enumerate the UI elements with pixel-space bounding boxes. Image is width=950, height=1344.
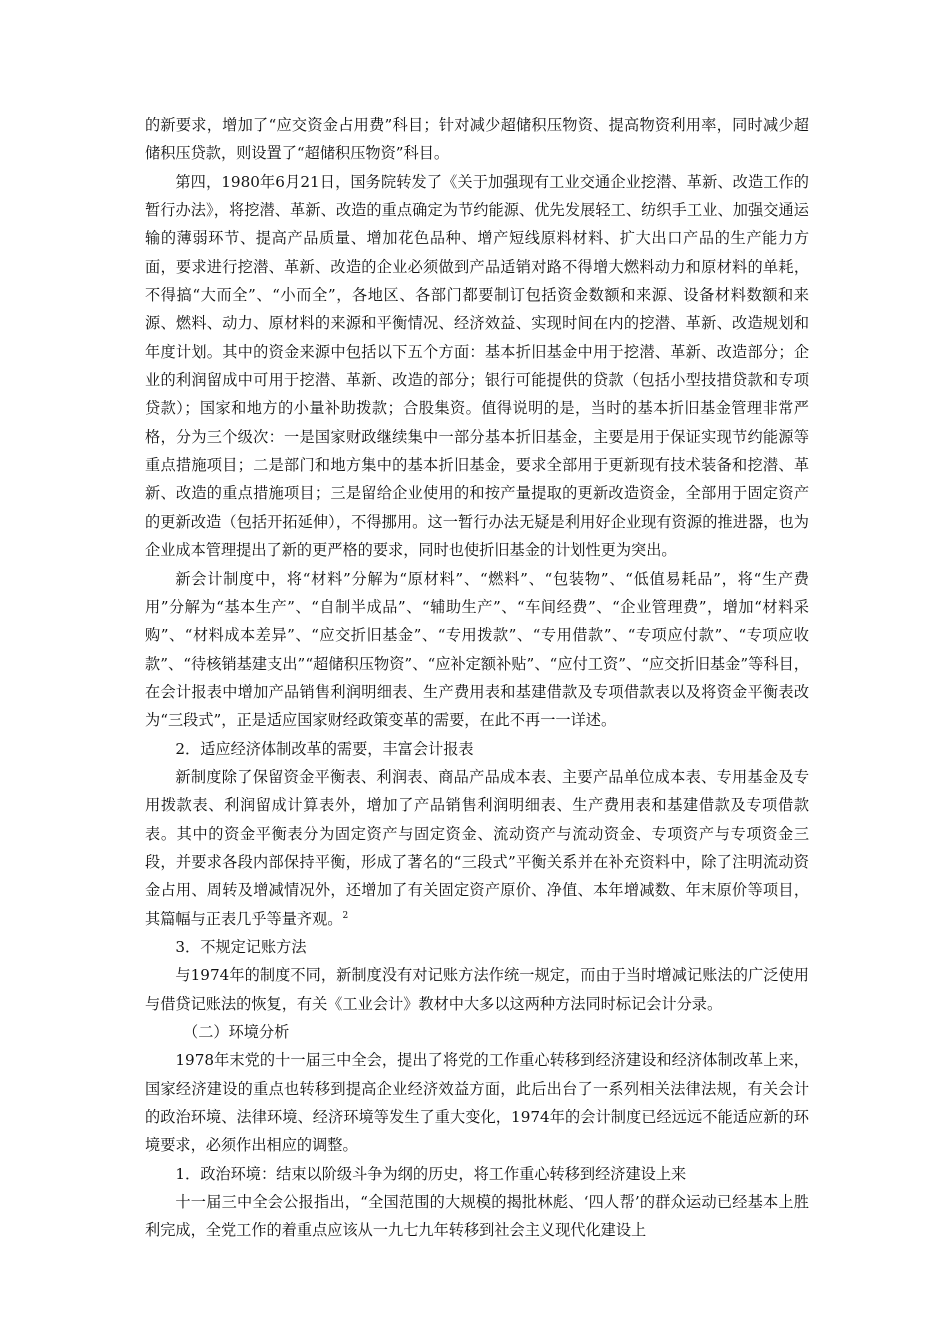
section-heading-political [145, 1160, 809, 1188]
paragraph-communique [145, 1188, 809, 1245]
paragraph-text: 的新要求，增加了“应交资金占用费”科目；针对减少超储积压物资、提高物资利用率，同时减少超储积压贷款，则设置了“超储积压物资”科目。 [145, 116, 809, 163]
heading-text: （二）环境分析 [183, 1023, 290, 1041]
paragraph-environment [145, 1046, 809, 1159]
section-heading-reports [145, 735, 809, 763]
paragraph-text: 新制度除了保留资金平衡表、利润表、商品产品成本表、主要产品单位成本表、专用基金及专用拨款表、利润留成计算表外，增加了产品销售利润明细表、生产费用表和基建借款及专项借款表。其中的资金平衡表分为固定资产与固定资金、流动资产与流动资金、专项资产与专项资金三段，并要求各段内部保持平衡，形成了著名的“三段式”平衡关系并在补充资料中，除了注明流动资金占用、周转及增减情况外，还增加了有关固定资产原价、净值、本年增减数、年末原价等项目，其篇幅与正表几乎等量齐观。 [145, 767, 809, 928]
section-heading-bookkeeping [145, 933, 809, 961]
footnote-marker: 2 [342, 910, 349, 921]
paragraph-text: 第四，1980年6月21日，国务院转发了《关于加强现有工业交通企业挖潜、革新、改造工作的暂行办法》，将挖潜、革新、改造的重点确定为节约能源、优先发展轻工、纺织手工业、加强交通运输的薄弱环节、提高产品质量、增加花色品种、增产短线原料材料、扩大出口产品的生产能力方面，要求进行挖潜、革新、改造的企业必须做到产品适销对路不得增大燃料动力和原材料的单耗，不得搞“大而全”、“小而全”，各地区、各部门都要制订包括资金数额和来源、设备材料数额和来源、燃料、动力、原材料的来源和平衡情况、经济效益、实现时间在内的挖潜、革新、改造规划和年度计划。其中的资金来源中包括以下五个方面：基本折旧基金中用于挖潜、革新、改造部分；企业的利润留成中可用于挖潜、革新、改造的部分；银行可能提供的贷款（包括小型技措贷款和专项贷款）；国家和地方的小量补助拨款；合股集资。值得说明的是，当时的基本折旧基金管理非常严格，分为三个级次：一是国家财政继续集中一部分基本折旧基金，主要是用于保证实现节约能源等重点措施项目；二是部门和地方集中的基本折旧基金，要求全部用于更新现有技术装备和挖潜、革新、改造的重点措施项目；三是留给企业使用的和按产量提取的更新改造资金，全部用于固定资产的更新改造（包括开拓延伸），不得挪用。这一暂行办法无疑是利用好企业现有资源的推进器，也为企业成本管理提出了新的更严格的要求，同时也使折旧基金的计划性更为突出。 [145, 172, 809, 560]
heading-text: 3．不规定记账方法 [175, 937, 307, 956]
paragraph-text: 十一届三中全会公报指出，“全国范围的大规模的揭批林彪、‘四人帮’的群众运动已经基本上胜利完成，全党工作的着重点应该从一九七九年转移到社会主义现代化建设上 [145, 1193, 809, 1240]
paragraph-continuation [145, 111, 809, 168]
paragraph-fourth-point [145, 168, 809, 565]
heading-text: 1．政治环境：结束以阶级斗争为纲的历史，将工作重心转移到经济建设上来 [175, 1164, 687, 1183]
paragraph-text: 新会计制度中，将“材料”分解为“原材料”、“燃料”、“包装物”、“低值易耗品”，将“生产费用”分解为“基本生产”、“自制半成品”、“辅助生产”、“车间经费”、“企业管理费”，增加“材料采购”、“材料成本差异”、“应交折旧基金”、“专用拨款”、“专用借款”、“专项应付款”、“专项应收款”、“待核销基建支出”“超储积压物资”、“应补定额补贴”、“应付工资”、“应交折旧基金”等科目，在会计报表中增加产品销售利润明细表、生产费用表和基建借款及专项借款表以及将资金平衡表改为“三段式”，正是适应国家财经政策变革的需要，在此不再一一详述。 [145, 569, 809, 730]
paragraph-new-accounts [145, 565, 809, 735]
paragraph-reports [145, 763, 809, 933]
paragraph-text: 与1974年的制度不同，新制度没有对记账方法作统一规定，而由于当时增减记账法的广泛使用与借贷记账法的恢复，有关《工业会计》教材中大多以这两种方法同时标记会计分录。 [145, 966, 809, 1013]
document-body [145, 111, 809, 1245]
heading-text: 2．适应经济体制改革的需要，丰富会计报表 [175, 739, 474, 758]
section-heading-environment [145, 1018, 809, 1046]
paragraph-text: 1978年末党的十一届三中全会，提出了将党的工作重心转移到经济建设和经济体制改革上来，国家经济建设的重点也转移到提高企业经济效益方面，此后出台了一系列相关法律法规，有关会计的政治环境、法律环境、经济环境等发生了重大变化，1974年的会计制度已经远远不能适应新的环境要求，必须作出相应的调整。 [145, 1051, 809, 1155]
paragraph-bookkeeping [145, 961, 809, 1018]
